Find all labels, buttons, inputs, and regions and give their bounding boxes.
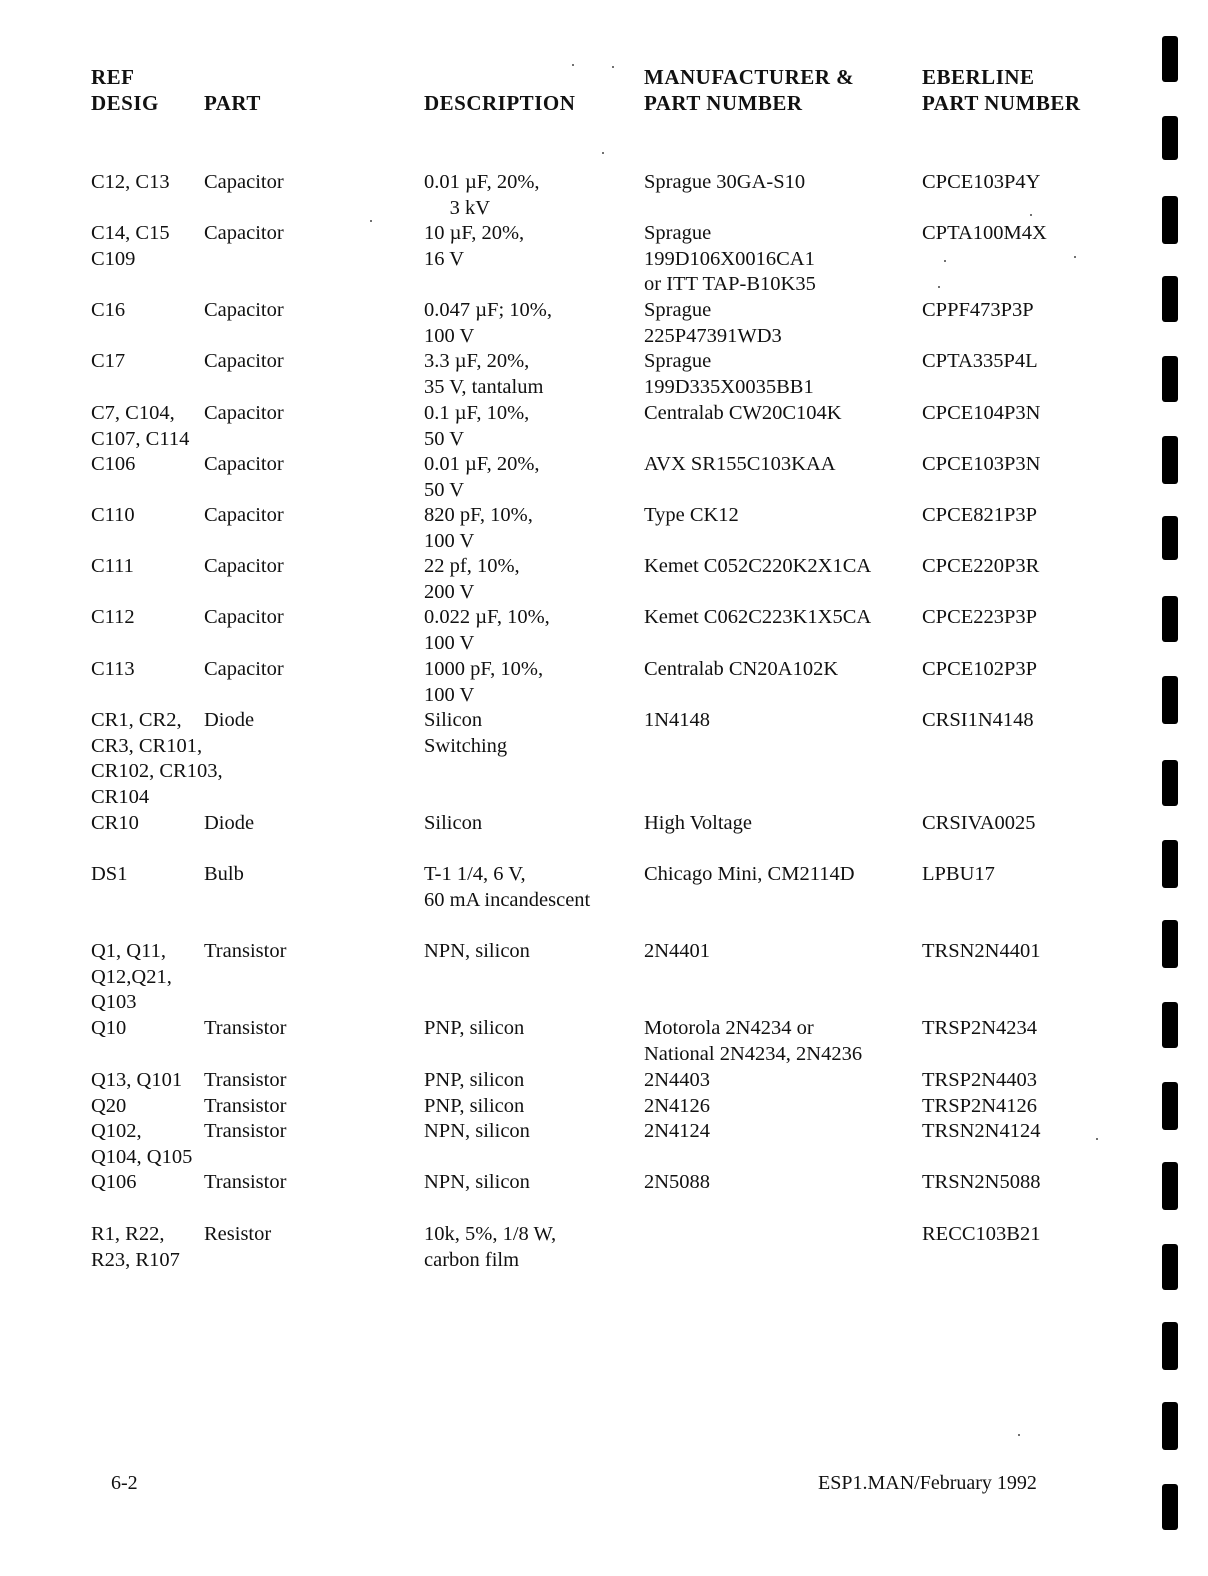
manufacturer-part-number (644, 452, 836, 478)
description-line: 100 V (424, 529, 475, 552)
ref-desig-line: R23, R107 (91, 1248, 180, 1271)
ref-desig (91, 1094, 126, 1120)
scan-speck (1030, 214, 1032, 216)
description-line: 0.01 µF, 20%, (424, 171, 540, 193)
page-number: 6-2 (111, 1472, 138, 1494)
eberline-part-number: CPCE220P3R (922, 555, 1040, 577)
ref-desig (91, 708, 223, 811)
manufacturer-part-number (644, 657, 838, 683)
scan-speck (572, 64, 574, 66)
description-line: NPN, silicon (424, 1171, 530, 1193)
description (424, 170, 540, 221)
description-line: Switching (424, 734, 508, 757)
part-type: Resistor (204, 1223, 272, 1245)
ref-desig-line: Q20 (91, 1095, 127, 1117)
description-line: 3.3 µF, 20%, (424, 350, 530, 372)
description (424, 657, 543, 708)
ref-desig-line: DS1 (91, 863, 128, 885)
manufacturer-part-number-line: Centralab CN20A102K (644, 658, 839, 680)
ref-desig-line: C14, C15 (91, 222, 170, 244)
description (424, 605, 550, 656)
ref-desig-line: Q12,Q21, (91, 965, 172, 988)
description (424, 1016, 524, 1042)
ref-desig-line: Q10 (91, 1017, 127, 1039)
ref-desig (91, 862, 127, 888)
binding-mark (1162, 920, 1178, 968)
binding-mark (1162, 516, 1178, 560)
manufacturer-part-number (644, 939, 710, 965)
manufacturer-part-number-line: 2N4403 (644, 1069, 711, 1091)
part-type: Capacitor (204, 658, 284, 680)
description-line: 10 µF, 20%, (424, 222, 525, 244)
description (424, 1094, 524, 1120)
ref-desig-line: Q106 (91, 1171, 137, 1193)
description-line: PNP, silicon (424, 1095, 525, 1117)
binding-mark (1162, 596, 1178, 642)
ref-desig-line: R1, R22, (91, 1223, 165, 1245)
description (424, 811, 482, 837)
manufacturer-part-number (644, 862, 855, 888)
binding-mark (1162, 840, 1178, 888)
eberline-part-number: TRSN2N5088 (922, 1171, 1041, 1193)
ref-desig-line: C17 (91, 350, 126, 372)
eberline-part-number: CPCE103P4Y (922, 171, 1041, 193)
eberline-part-number: TRSN2N4401 (922, 940, 1041, 962)
manufacturer-part-number (644, 1094, 710, 1120)
description-line: 22 pf, 10%, (424, 555, 520, 577)
part-type: Capacitor (204, 606, 284, 628)
binding-mark (1162, 1082, 1178, 1130)
manufacturer-part-number-line: Kemet C062C223K1X5CA (644, 606, 872, 628)
part-type: Capacitor (204, 402, 284, 424)
part-type: Capacitor (204, 350, 284, 372)
part-type: Capacitor (204, 504, 284, 526)
ref-desig-line: C106 (91, 453, 136, 475)
ref-desig-line: C110 (91, 504, 135, 526)
header-eberline-line-1: EBERLINE (922, 65, 1035, 89)
description (424, 1222, 556, 1273)
description (424, 221, 524, 272)
ref-desig-line: C107, C114 (91, 427, 190, 450)
description-line: 100 V (424, 683, 475, 706)
manufacturer-part-number (644, 708, 710, 734)
description-line: NPN, silicon (424, 940, 530, 962)
ref-desig-line: CR104 (91, 786, 150, 809)
ref-desig-line: Q102, (91, 1120, 142, 1142)
binding-mark (1162, 1322, 1178, 1370)
eberline-part-number: CPCE103P3N (922, 453, 1041, 475)
ref-desig-line: C109 (91, 247, 136, 270)
scan-speck (944, 260, 946, 262)
manufacturer-part-number-line: 2N4126 (644, 1095, 711, 1117)
manufacturer-part-number (644, 554, 871, 580)
scan-speck (938, 286, 940, 288)
manufacturer-part-number-line: Sprague (644, 299, 712, 321)
description-line: 0.1 µF, 10%, (424, 402, 530, 424)
header-ref-line-2: DESIG (91, 91, 159, 115)
eberline-part-number: TRSP2N4403 (922, 1069, 1038, 1091)
part-type: Transistor (204, 1120, 287, 1142)
manufacturer-part-number (644, 170, 805, 196)
ref-desig-line: CR10 (91, 812, 139, 834)
description-line: PNP, silicon (424, 1017, 525, 1039)
description (424, 939, 530, 965)
ref-desig (91, 605, 135, 631)
binding-mark (1162, 760, 1178, 806)
eberline-part-number: CPPF473P3P (922, 299, 1034, 321)
scan-speck (370, 220, 372, 222)
eberline-part-number: TRSP2N4234 (922, 1017, 1038, 1039)
manufacturer-part-number-line: 2N4401 (644, 940, 711, 962)
binding-mark (1162, 36, 1178, 82)
ref-desig-line: Q13, Q101 (91, 1069, 183, 1091)
ref-desig (91, 503, 135, 529)
binding-mark (1162, 116, 1178, 160)
ref-desig (91, 1222, 180, 1273)
description-line: 3 kV (424, 196, 491, 219)
scan-speck (612, 66, 614, 68)
header-eberline-line-2: PART NUMBER (922, 91, 1081, 115)
header-manufacturer-line-2: PART NUMBER (644, 91, 803, 115)
eberline-part-number: CPTA335P4L (922, 350, 1038, 372)
part-type: Capacitor (204, 299, 284, 321)
document-reference: ESP1.MAN/February 1992 (818, 1472, 1037, 1494)
description (424, 298, 552, 349)
manufacturer-part-number (644, 1170, 710, 1196)
binding-mark (1162, 676, 1178, 724)
description-line: carbon film (424, 1248, 520, 1271)
ref-desig-line: CR1, CR2, (91, 709, 182, 731)
eberline-part-number: CPCE104P3N (922, 402, 1041, 424)
ref-desig (91, 298, 125, 324)
ref-desig-line: C111 (91, 555, 134, 577)
description-line: 820 pF, 10%, (424, 504, 533, 526)
manufacturer-part-number (644, 298, 782, 349)
ref-desig (91, 452, 135, 478)
description (424, 554, 520, 605)
description-line: T-1 1/4, 6 V, (424, 863, 526, 885)
manufacturer-part-number (644, 1119, 710, 1145)
description-line: 10k, 5%, 1/8 W, (424, 1223, 557, 1245)
ref-desig (91, 170, 170, 196)
binding-marks (1162, 0, 1186, 1576)
part-type: Transistor (204, 1069, 287, 1091)
eberline-part-number: CPTA100M4X (922, 222, 1047, 244)
eberline-part-number: TRSN2N4124 (922, 1120, 1041, 1142)
part-type: Diode (204, 812, 255, 834)
part-type: Capacitor (204, 171, 284, 193)
manufacturer-part-number-line: 2N5088 (644, 1171, 711, 1193)
manufacturer-part-number-line: AVX SR155C103KAA (644, 453, 836, 475)
description-line: 50 V (424, 427, 465, 450)
description-line: PNP, silicon (424, 1069, 525, 1091)
manufacturer-part-number (644, 221, 816, 298)
ref-desig (91, 554, 134, 580)
manufacturer-part-number (644, 1068, 710, 1094)
header-description-label: DESCRIPTION (424, 91, 576, 115)
description (424, 1119, 530, 1145)
description-line: Silicon (424, 709, 483, 731)
description-line: 1000 pF, 10%, (424, 658, 544, 680)
eberline-part-number: CRSIVA0025 (922, 812, 1036, 834)
manufacturer-part-number-line: 199D106X0016CA1 (644, 247, 815, 270)
manufacturer-part-number (644, 605, 871, 631)
part-type: Transistor (204, 940, 287, 962)
manufacturer-part-number-line: National 2N4234, 2N4236 (644, 1042, 863, 1065)
manufacturer-part-number-line: Sprague 30GA-S10 (644, 171, 806, 193)
eberline-part-number: LPBU17 (922, 863, 995, 885)
ref-desig-line: C12, C13 (91, 171, 170, 193)
ref-desig (91, 221, 170, 272)
binding-mark (1162, 276, 1178, 322)
binding-mark (1162, 436, 1178, 484)
scan-speck (1096, 1138, 1098, 1140)
part-type: Capacitor (204, 555, 284, 577)
description-line: NPN, silicon (424, 1120, 530, 1142)
eberline-part-number: CPCE223P3P (922, 606, 1038, 628)
ref-desig (91, 657, 135, 683)
description-line: 0.047 µF; 10%, (424, 299, 552, 321)
ref-desig-line: C7, C104, (91, 402, 175, 424)
binding-mark (1162, 1002, 1178, 1048)
binding-mark (1162, 1162, 1178, 1210)
eberline-part-number: CPCE821P3P (922, 504, 1038, 526)
binding-mark (1162, 196, 1178, 244)
description-line: 100 V (424, 631, 475, 654)
description-line: 0.022 µF, 10%, (424, 606, 550, 628)
header-ref-line-1: REF (91, 65, 135, 89)
eberline-part-number: RECC103B21 (922, 1223, 1041, 1245)
description-line: 50 V (424, 478, 465, 501)
manufacturer-part-number (644, 811, 752, 837)
manufacturer-part-number-line: Kemet C052C220K2X1CA (644, 555, 872, 577)
ref-desig-line: Q1, Q11, (91, 940, 166, 962)
manufacturer-part-number-line: or ITT TAP-B10K35 (644, 273, 816, 296)
ref-desig (91, 1170, 137, 1196)
ref-desig-line: Q104, Q105 (91, 1145, 193, 1168)
manufacturer-part-number-line: 225P47391WD3 (644, 324, 782, 347)
eberline-part-number: CRSI1N4148 (922, 709, 1034, 731)
binding-mark (1162, 356, 1178, 402)
manufacturer-part-number-line: Centralab CW20C104K (644, 402, 842, 424)
part-type: Transistor (204, 1017, 287, 1039)
description (424, 503, 533, 554)
description-line: 200 V (424, 580, 475, 603)
binding-mark (1162, 1484, 1178, 1530)
description-line: 60 mA incandescent (424, 888, 591, 911)
manufacturer-part-number-line: Sprague (644, 350, 712, 372)
ref-desig (91, 1016, 126, 1042)
ref-desig-line: CR102, CR103, (91, 760, 223, 783)
ref-desig (91, 349, 125, 375)
manufacturer-part-number (644, 1016, 862, 1067)
scan-speck (602, 152, 604, 154)
ref-desig-line: C113 (91, 658, 135, 680)
description-line: 100 V (424, 324, 475, 347)
manufacturer-part-number-line: 199D335X0035BB1 (644, 375, 814, 398)
scan-speck (1074, 256, 1076, 258)
description-line: 0.01 µF, 20%, (424, 453, 540, 475)
manufacturer-part-number (644, 503, 739, 529)
header-manufacturer-line-1: MANUFACTURER & (644, 65, 855, 89)
ref-desig (91, 939, 172, 1016)
eberline-part-number: TRSP2N4126 (922, 1095, 1038, 1117)
manufacturer-part-number (644, 349, 814, 400)
description (424, 401, 529, 452)
part-type: Capacitor (204, 222, 284, 244)
ref-desig (91, 401, 189, 452)
description-line: 35 V, tantalum (424, 375, 544, 398)
description (424, 1170, 530, 1196)
manufacturer-part-number-line: Sprague (644, 222, 712, 244)
manufacturer-part-number-line: 1N4148 (644, 709, 711, 731)
description (424, 1068, 524, 1094)
description-line: Silicon (424, 812, 483, 834)
header-part-label: PART (204, 91, 261, 115)
part-type: Capacitor (204, 453, 284, 475)
ref-desig-line: Q103 (91, 991, 137, 1014)
part-type: Transistor (204, 1095, 287, 1117)
description (424, 452, 540, 503)
manufacturer-part-number-line: High Voltage (644, 812, 753, 834)
eberline-part-number: CPCE102P3P (922, 658, 1038, 680)
binding-mark (1162, 1244, 1178, 1290)
part-type: Transistor (204, 1171, 287, 1193)
description (424, 349, 543, 400)
manufacturer-part-number-line: Motorola 2N4234 or (644, 1017, 814, 1039)
ref-desig-line: C112 (91, 606, 135, 628)
manufacturer-part-number-line: Type CK12 (644, 504, 739, 526)
ref-desig (91, 1068, 182, 1094)
part-type: Bulb (204, 863, 244, 885)
manufacturer-part-number (644, 401, 842, 427)
description (424, 708, 507, 759)
description-line: 16 V (424, 247, 465, 270)
manufacturer-part-number-line: 2N4124 (644, 1120, 711, 1142)
binding-mark (1162, 1402, 1178, 1450)
description (424, 862, 590, 913)
scan-speck (1018, 1434, 1020, 1436)
manufacturer-part-number-line: Chicago Mini, CM2114D (644, 863, 855, 885)
ref-desig (91, 811, 139, 837)
ref-desig-line: CR3, CR101, (91, 734, 203, 757)
ref-desig (91, 1119, 192, 1170)
part-type: Diode (204, 709, 255, 731)
ref-desig-line: C16 (91, 299, 126, 321)
